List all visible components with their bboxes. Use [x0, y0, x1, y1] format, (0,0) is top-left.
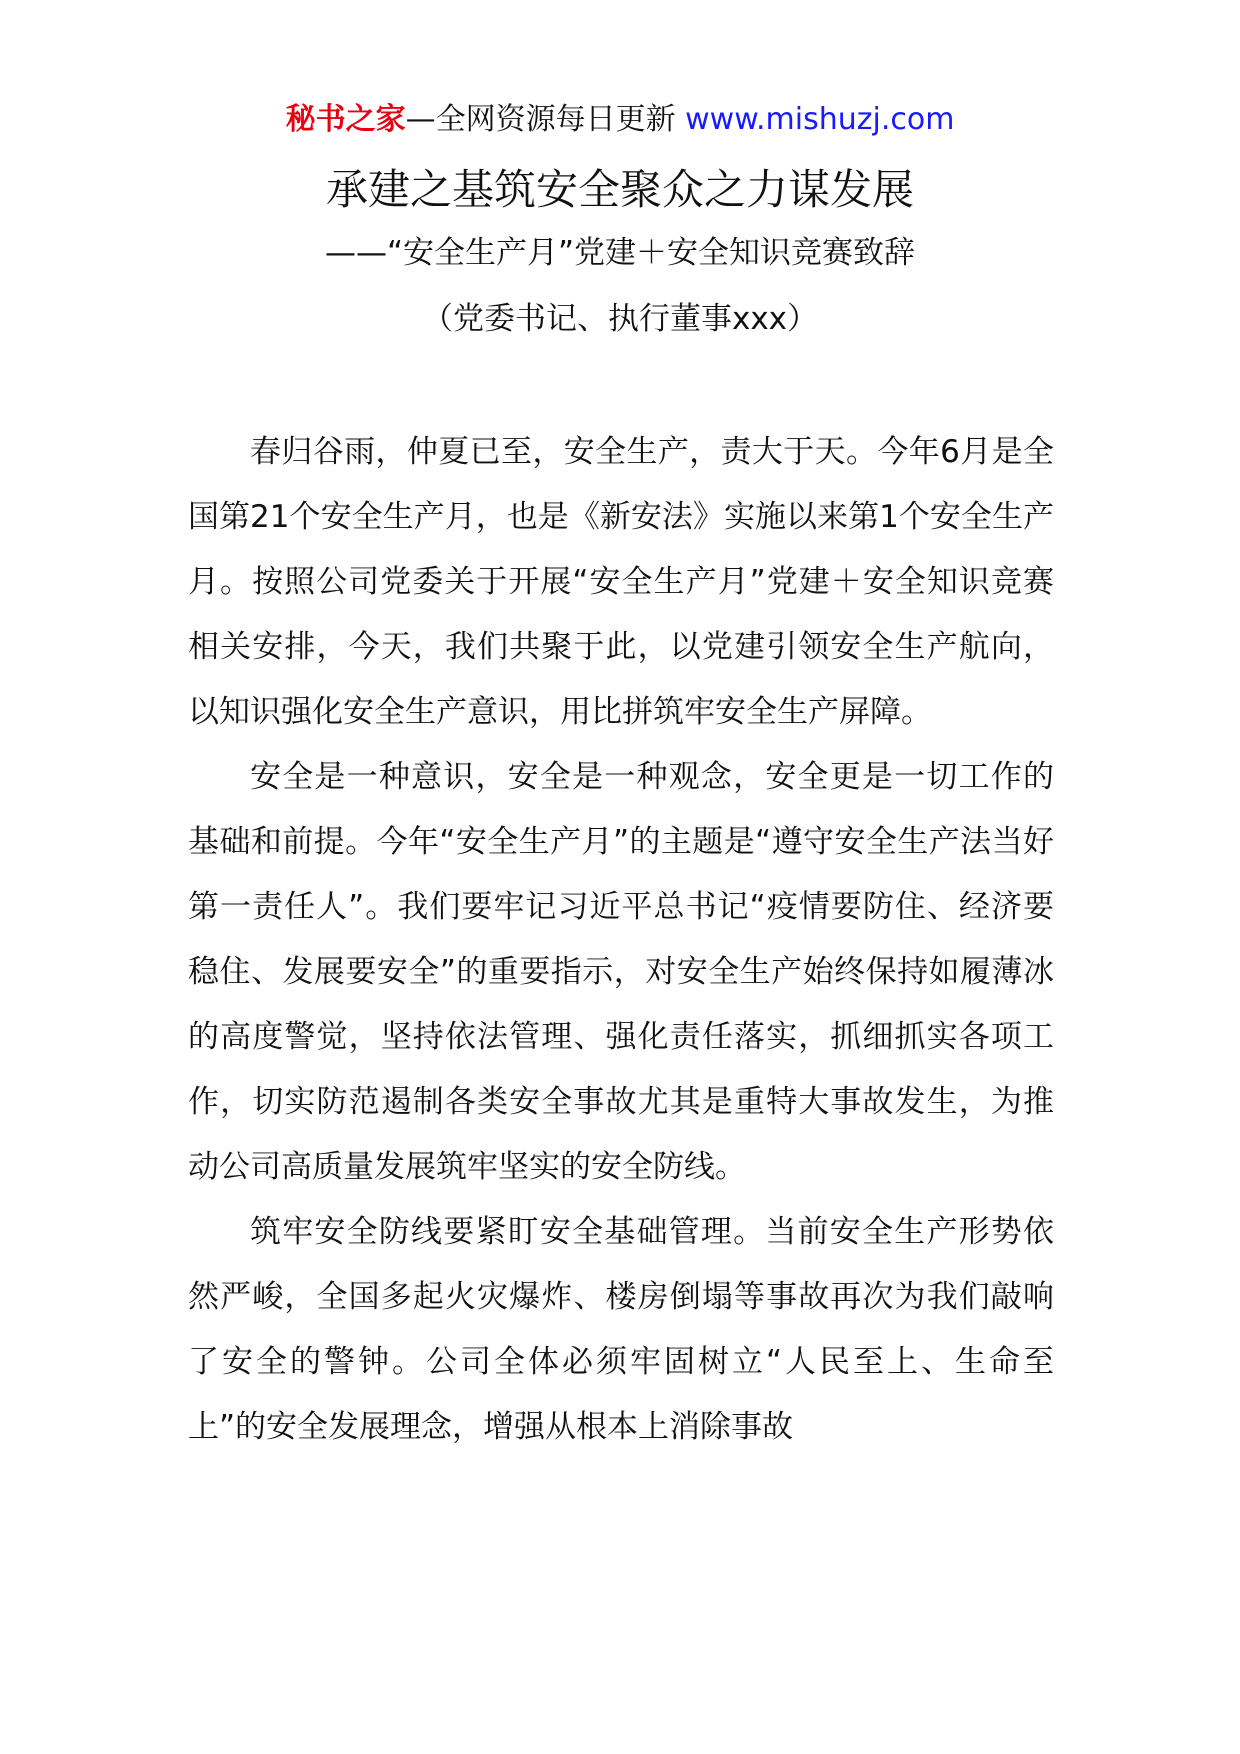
brand-name: 秘书之家 — [285, 102, 406, 137]
site-url-link[interactable]: www.mishuzj.com — [685, 102, 955, 137]
body-paragraph-2: 安全是一种意识，安全是一种观念，安全更是一切工作的基础和前提。今年“安全生产月”的主题是“遵守安全生产法当好第一责任人”。我们要牢记习近平总书记“疫情要防住、经济要稳住、发展要安全”的重要指示，对安全生产始终保持如履薄冰的高度警觉，坚持依法管理、强化责任落实，抓细抓实各项工作，切实防范遏制各类安全事故尤其是重特大事故发生，为推动公司高质量发展筑牢坚实的安全防线。 — [188, 759, 1054, 1185]
speaker-line: （党委书记、执行董事xxx） — [421, 301, 819, 337]
body-paragraph-3: 筑牢安全防线要紧盯安全基础管理。当前安全生产形势依然严峻，全国多起火灾爆炸、楼房倒塌等事故再次为我们敲响了安全的警钟。公司全体必须牢固树立“人民至上、生命至上”的安全发展理念，增强从根本上消除事故 — [188, 1214, 1054, 1445]
document-body — [188, 420, 1054, 1460]
document-subtitle: ——“安全生产月”党建＋安全知识竞赛致辞 — [324, 235, 916, 271]
header-tagline: —全网资源每日更新 — [405, 102, 686, 137]
document-title: 承建之基筑安全聚众之力谋发展 — [325, 165, 914, 214]
body-paragraph-1: 春归谷雨，仲夏已至，安全生产，责大于天。今年6月是全国第21个安全生产月，也是《新安法》实施以来第1个安全生产月。按照公司党委关于开展“安全生产月”党建＋安全知识竞赛相关安排，今天，我们共聚于此，以党建引领安全生产航向，以知识强化安全生产意识，用比拼筑牢安全生产屏障。 — [188, 434, 1054, 730]
site-header — [0, 100, 1240, 140]
